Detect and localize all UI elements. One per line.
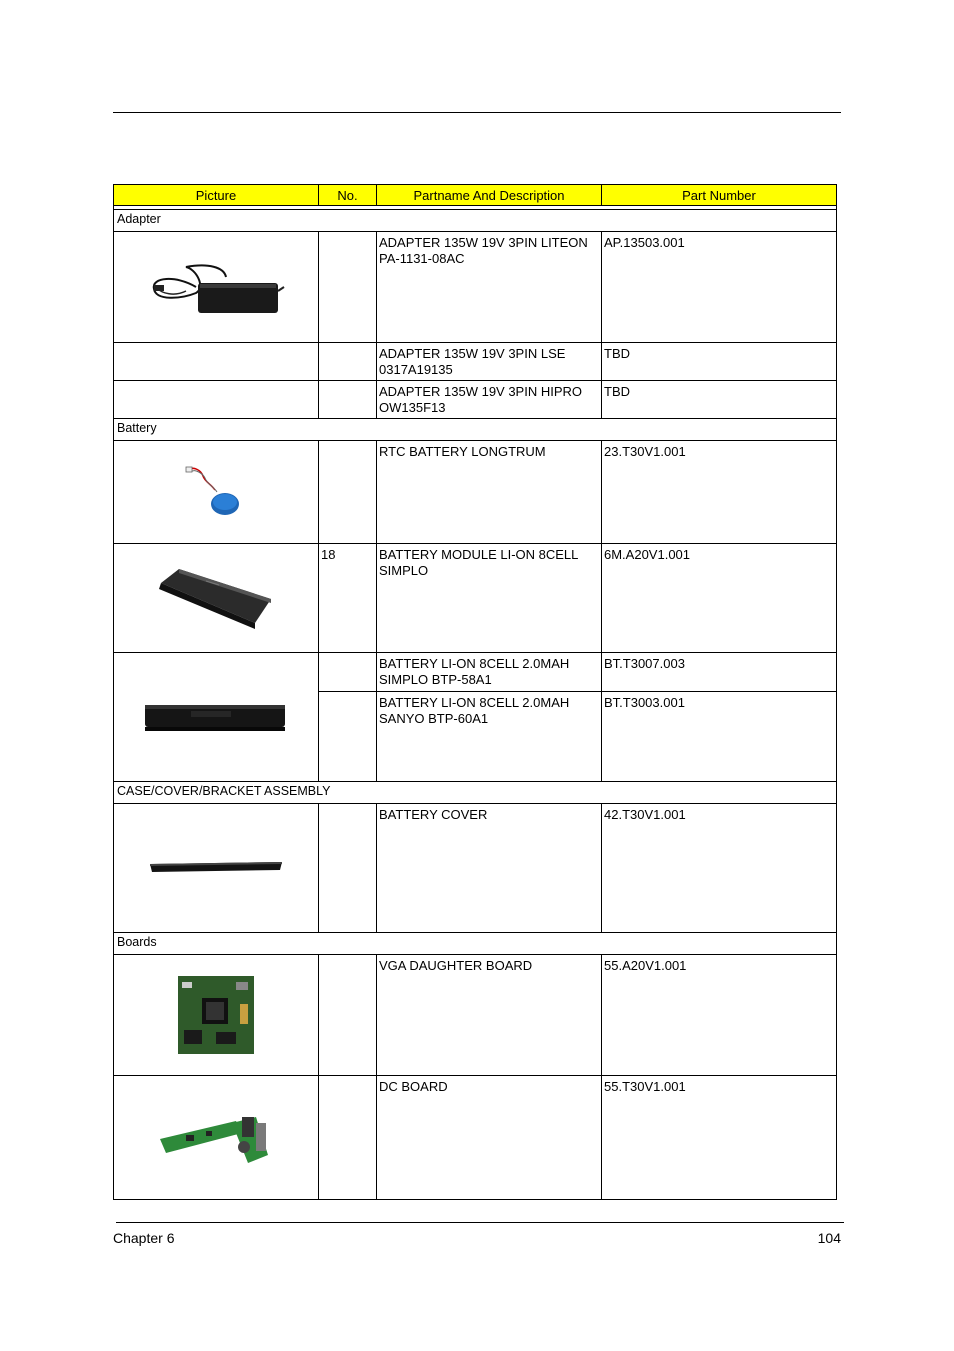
table-row <box>114 544 837 653</box>
picture-cell <box>114 232 319 343</box>
category-boards: Boards <box>114 933 837 955</box>
table-row <box>114 1076 837 1200</box>
picture-cell <box>114 441 319 544</box>
picture-cell <box>114 343 319 381</box>
row-description: ADAPTER 135W 19V 3PIN LSE 0317A19135 <box>377 343 602 381</box>
row-no <box>319 1076 377 1200</box>
table-row <box>114 955 837 1076</box>
picture-cell <box>114 381 319 419</box>
footer-chapter: Chapter 6 <box>113 1230 175 1246</box>
row-part-number: BT.T3007.003 <box>602 653 837 692</box>
table-row <box>114 653 837 692</box>
row-description: BATTERY LI-ON 8CELL 2.0MAH SANYO BTP-60A1 <box>377 692 602 782</box>
category-battery: Battery <box>114 419 837 441</box>
battery-cover-icon <box>146 858 286 878</box>
row-part-number: 55.A20V1.001 <box>602 955 837 1076</box>
picture-cell <box>114 804 319 933</box>
header-no: No. <box>319 185 377 206</box>
row-no <box>319 343 377 381</box>
coin-battery-icon <box>181 462 251 522</box>
row-part-number: AP.13503.001 <box>602 232 837 343</box>
row-description: DC BOARD <box>377 1076 602 1200</box>
footer-rule <box>116 1222 844 1223</box>
picture-cell <box>114 544 319 653</box>
row-no <box>319 653 377 692</box>
category-row-case <box>114 782 837 804</box>
row-no <box>319 955 377 1076</box>
category-adapter: Adapter <box>114 210 837 232</box>
dc-board-icon <box>156 1103 276 1173</box>
picture-cell <box>114 955 319 1076</box>
row-part-number: 6M.A20V1.001 <box>602 544 837 653</box>
table-row <box>114 343 837 381</box>
row-description: BATTERY LI-ON 8CELL 2.0MAH SIMPLO BTP-58A1 <box>377 653 602 692</box>
row-part-number: 55.T30V1.001 <box>602 1076 837 1200</box>
row-no <box>319 692 377 782</box>
row-no <box>319 804 377 933</box>
category-row-boards <box>114 933 837 955</box>
row-part-number: 42.T30V1.001 <box>602 804 837 933</box>
category-case: CASE/COVER/BRACKET ASSEMBLY <box>114 782 837 804</box>
header-rule <box>113 112 841 113</box>
table-row <box>114 381 837 419</box>
parts-table <box>113 184 837 1200</box>
category-row-adapter <box>114 210 837 232</box>
row-description: RTC BATTERY LONGTRUM <box>377 441 602 544</box>
row-description: ADAPTER 135W 19V 3PIN LITEON PA-1131-08AC <box>377 232 602 343</box>
row-no <box>319 441 377 544</box>
battery-pack-icon <box>141 697 291 737</box>
vga-board-icon <box>176 974 256 1056</box>
picture-cell <box>114 1076 319 1200</box>
header-partname: Partname And Description <box>377 185 602 206</box>
row-description: BATTERY MODULE LI-ON 8CELL SIMPLO <box>377 544 602 653</box>
row-description: ADAPTER 135W 19V 3PIN HIPRO OW135F13 <box>377 381 602 419</box>
battery-module-icon <box>151 563 281 633</box>
row-part-number: 23.T30V1.001 <box>602 441 837 544</box>
table-row <box>114 232 837 343</box>
row-description: VGA DAUGHTER BOARD <box>377 955 602 1076</box>
row-description: BATTERY COVER <box>377 804 602 933</box>
table-row <box>114 804 837 933</box>
row-no <box>319 381 377 419</box>
footer-page-number: 104 <box>817 1230 841 1246</box>
row-part-number: TBD <box>602 343 837 381</box>
category-row-battery <box>114 419 837 441</box>
row-no <box>319 232 377 343</box>
row-no: 18 <box>319 544 377 653</box>
row-part-number: BT.T3003.001 <box>602 692 837 782</box>
header-picture: Picture <box>114 185 319 206</box>
header-partnumber: Part Number <box>602 185 837 206</box>
table-header-row <box>114 185 837 206</box>
power-adapter-icon <box>146 257 286 317</box>
picture-cell <box>114 653 319 782</box>
table-row <box>114 441 837 544</box>
row-part-number: TBD <box>602 381 837 419</box>
